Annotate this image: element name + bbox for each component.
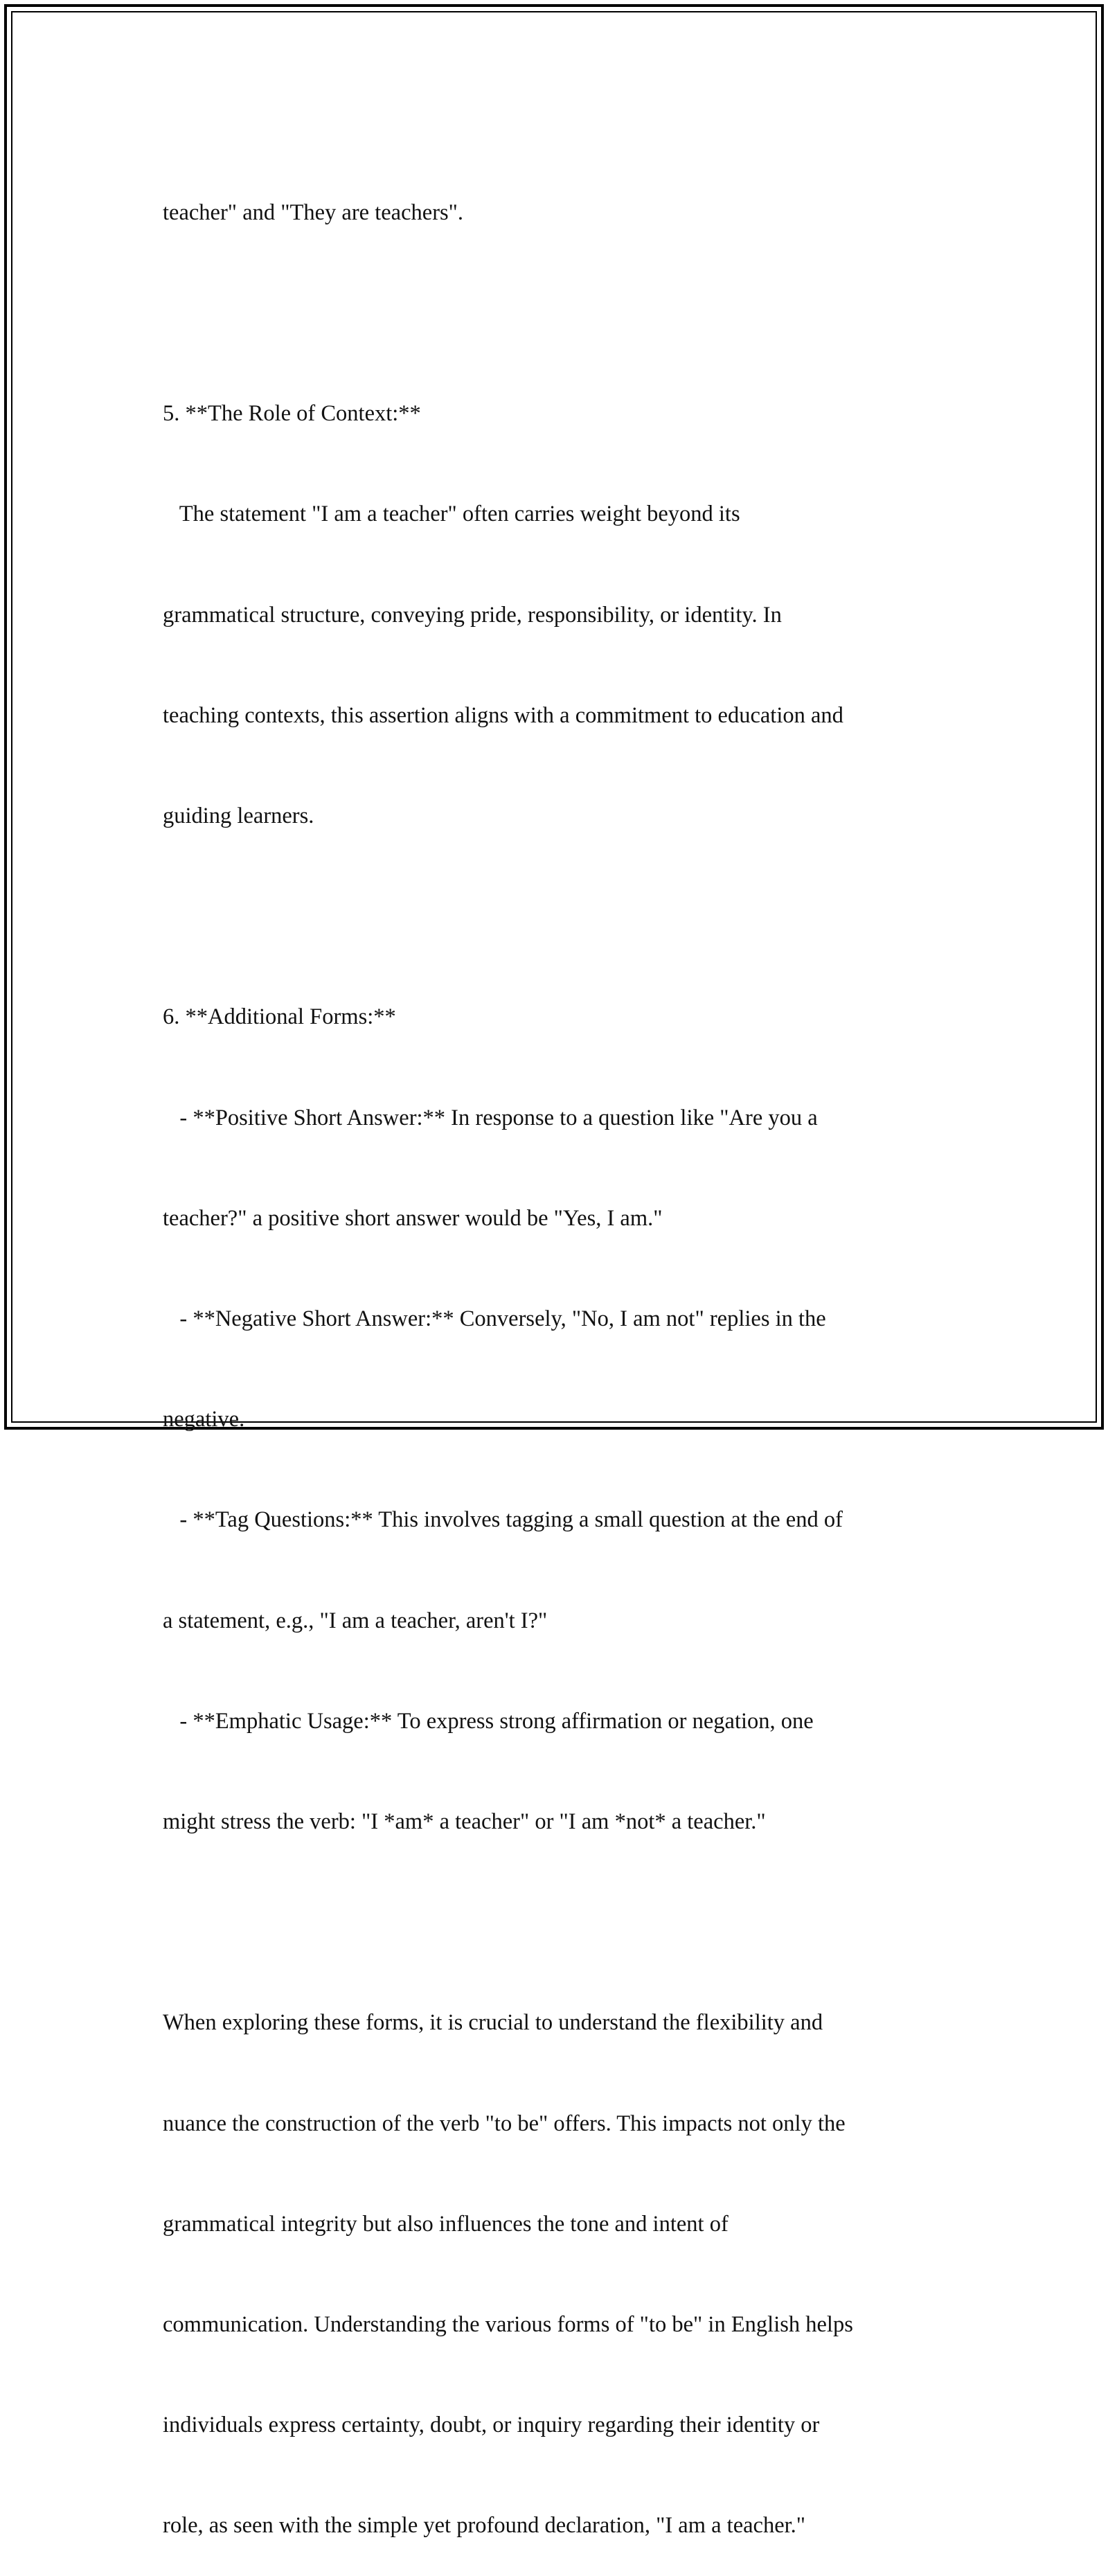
blank-line [163,296,966,330]
text-line: The statement "I am a teacher" often carries weight beyond its [163,501,740,527]
list-item: - **Positive Short Answer:** In response to a question like "Are you a [163,1105,818,1130]
section-heading: 5. **The Role of Context:** [163,401,421,427]
paragraph-line: When exploring these forms, it is crucial to understand the flexibility and [163,2010,823,2036]
text-line: guiding learners. [163,803,314,829]
text-line: a statement, e.g., "I am a teacher, aren't I?" [163,1608,548,1633]
blank-line [163,900,966,933]
text-line: teaching contexts, this assertion aligns with a commitment to education and [163,702,843,728]
paragraph-line: grammatical integrity but also influences the tone and intent of [163,2211,729,2237]
blank-line [163,1906,966,1939]
text-line: teacher?" a positive short answer would be "Yes, I am." [163,1205,663,1231]
paragraph-line: individuals express certainty, doubt, or inquiry regarding their identity or [163,2413,820,2438]
text-line: might stress the verb: "I *am* a teacher" or "I am *not* a teacher." [163,1809,766,1835]
paragraph-line: role, as seen with the simple yet profound declaration, "I am a teacher." [163,2513,806,2539]
paragraph-line: nuance the construction of the verb "to be" offers. This impacts not only the [163,2111,846,2136]
paragraph-line: communication. Understanding the various forms of "to be" in English helps [163,2312,853,2338]
list-item: - **Tag Questions:** This involves tagging a small question at the end of [163,1507,843,1533]
document-body [163,129,966,2576]
text-line: negative. [163,1407,245,1432]
section-heading: 6. **Additional Forms:** [163,1004,396,1030]
text-line: grammatical structure, conveying pride, responsibility, or identity. In [163,602,782,628]
list-item: - **Negative Short Answer:** Conversely, "No, I am not" replies in the [163,1306,826,1332]
text-line: teacher" and "They are teachers". [163,199,464,225]
list-item: - **Emphatic Usage:** To express strong affirmation or negation, one [163,1708,814,1734]
